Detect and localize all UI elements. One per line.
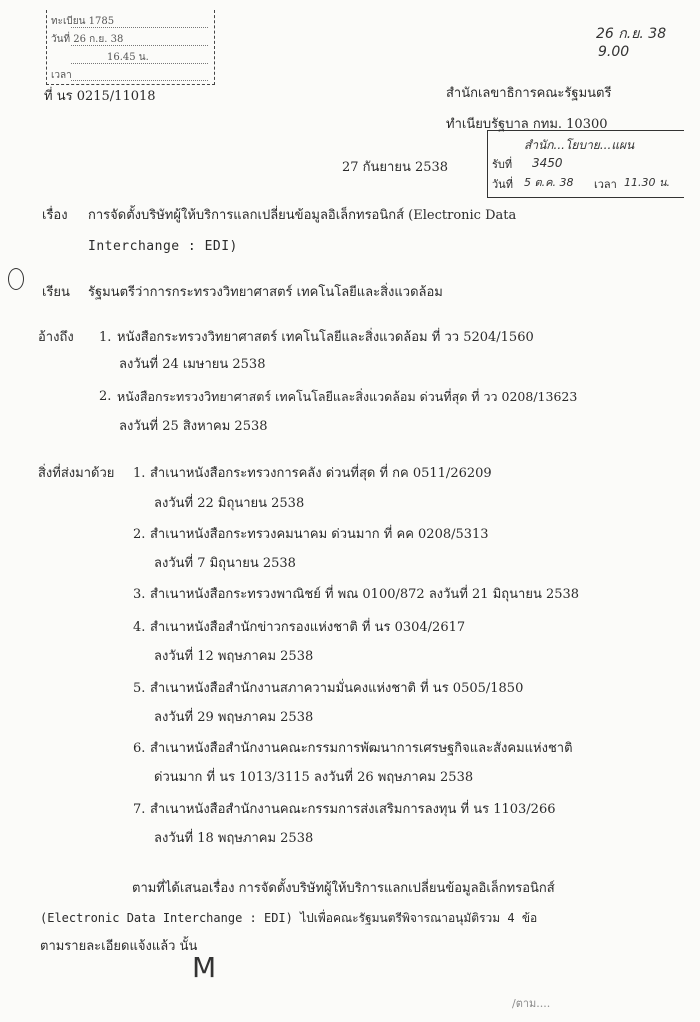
receiving-time-label: เวลา	[594, 178, 617, 191]
receiving-office: สำนัก...โยบาย...แผน	[524, 138, 635, 152]
enclosure-line1: สำเนาหนังสือสำนักงานคณะกรรมการพัฒนาการเศรษฐกิจและสังคมแห่งชาติ	[150, 741, 573, 756]
enclosure-number: 6.	[133, 741, 146, 756]
stamp-left-divider	[71, 80, 208, 81]
body-paragraph-line1: ตามที่ได้เสนอเรื่อง การจัดตั้งบริษัทผู้ให้บริการแลกเปลี่ยนข้อมูลอิเล็กทรอนิกส์	[132, 881, 555, 896]
enclosure-number: 1.	[133, 466, 146, 481]
enclosure-number: 7.	[133, 802, 146, 817]
stamp-right-time: 9.00	[598, 44, 630, 60]
to-label: เรียน	[42, 285, 70, 300]
stamp-left-divider	[71, 27, 208, 28]
stamp-left-divider	[71, 45, 208, 46]
receiving-number-label: รับที่	[492, 158, 513, 171]
references-label: อ้างถึง	[38, 330, 74, 345]
reference-number: 2.	[99, 389, 112, 404]
signature-mark: M	[192, 951, 217, 984]
stamp-left-divider	[71, 63, 208, 64]
enclosure-number: 2.	[133, 527, 146, 542]
receiving-stamp-left	[46, 10, 215, 85]
reference-line1: หนังสือกระทรวงวิทยาศาสตร์ เทคโนโลยีและสิ่งแวดล้อม ที่ วว 5204/1560	[117, 330, 534, 345]
body-paragraph-line2: (Electronic Data Interchange : EDI) ไปเพื่อคณะรัฐมนตรีพิจารณาอนุมัติรวม 4 ข้อ	[40, 911, 538, 925]
receiving-date: 5 ต.ค. 38	[524, 176, 574, 189]
enclosure-line2: ลงวันที่ 18 พฤษภาคม 2538	[154, 831, 314, 846]
subject-text-line1: การจัดตั้งบริษัทผู้ให้บริการแลกเปลี่ยนข้อมูลอิเล็กทรอนิกส์ (Electronic Data	[88, 208, 517, 223]
enclosure-line1: สำเนาหนังสือสำนักงานสภาความมั่นคงแห่งชาติ ที่ นร 0505/1850	[150, 681, 524, 696]
margin-circle-mark	[8, 268, 24, 290]
receiving-date-label: วันที่	[492, 178, 513, 191]
continuation-marker: /ตาม....	[512, 997, 551, 1010]
sender-address: ทำเนียบรัฐบาล กทม. 10300	[446, 117, 608, 132]
sender-office: สำนักเลขาธิการคณะรัฐมนตรี	[446, 86, 612, 101]
receiving-number: 3450	[532, 156, 563, 170]
enclosure-line1: สำเนาหนังสือสำนักข่าวกรองแห่งชาติ ที่ นร 0304/2617	[150, 620, 466, 635]
enclosures-label: สิ่งที่ส่งมาด้วย	[38, 466, 115, 481]
stamp-left-row1: ทะเบียน 1785	[51, 16, 115, 27]
enclosure-number: 5.	[133, 681, 146, 696]
receiving-time: 11.30 น.	[624, 176, 671, 189]
enclosure-line1: สำเนาหนังสือกระทรวงพาณิชย์ ที่ พณ 0100/872 ลงวันที่ 21 มิถุนายน 2538	[150, 587, 580, 602]
enclosure-number: 3.	[133, 587, 146, 602]
to-text: รัฐมนตรีว่าการกระทรวงวิทยาศาสตร์ เทคโนโลยีและสิ่งแวดล้อม	[88, 285, 443, 300]
subject-text-line2: Interchange : EDI)	[88, 239, 238, 254]
enclosure-number: 4.	[133, 620, 146, 635]
enclosure-line2: ลงวันที่ 22 มิถุนายน 2538	[154, 496, 305, 511]
reference-line1: หนังสือกระทรวงวิทยาศาสตร์ เทคโนโลยีและสิ่งแวดล้อม ด่วนที่สุด ที่ วว 0208/13623	[117, 389, 578, 404]
enclosure-line2: ด่วนมาก ที่ นร 1013/3115 ลงวันที่ 26 พฤษภาคม 2538	[154, 770, 474, 785]
stamp-left-row3: 16.45 น.	[107, 52, 149, 63]
stamp-left-row4: เวลา	[51, 70, 72, 81]
enclosure-line2: ลงวันที่ 29 พฤษภาคม 2538	[154, 710, 314, 725]
subject-label: เรื่อง	[42, 208, 68, 223]
body-paragraph-line3: ตามรายละเอียดแจ้งแล้ว นั้น	[40, 939, 198, 954]
receiving-stamp-right	[534, 4, 694, 74]
enclosure-line1: สำเนาหนังสือสำนักงานคณะกรรมการส่งเสริมการลงทุน ที่ นร 1103/266	[150, 802, 556, 817]
stamp-left-row2: วันที่ 26 ก.ย. 38	[51, 34, 124, 45]
receiving-box	[487, 130, 684, 198]
document-date: 27 กันยายน 2538	[342, 160, 449, 175]
enclosure-line1: สำเนาหนังสือกระทรวงคมนาคม ด่วนมาก ที่ คค 0208/5313	[150, 527, 489, 542]
stamp-right-date: 26 ก.ย. 38	[596, 26, 667, 42]
reference-line2: ลงวันที่ 24 เมษายน 2538	[119, 357, 266, 372]
enclosure-line2: ลงวันที่ 12 พฤษภาคม 2538	[154, 649, 314, 664]
enclosure-line2: ลงวันที่ 7 มิถุนายน 2538	[154, 556, 296, 571]
enclosure-line1: สำเนาหนังสือกระทรวงการคลัง ด่วนที่สุด ที่ กค 0511/26209	[150, 466, 492, 481]
document-number: ที่ นร 0215/11018	[44, 89, 156, 104]
reference-number: 1.	[99, 330, 112, 345]
reference-line2: ลงวันที่ 25 สิงหาคม 2538	[119, 419, 268, 434]
